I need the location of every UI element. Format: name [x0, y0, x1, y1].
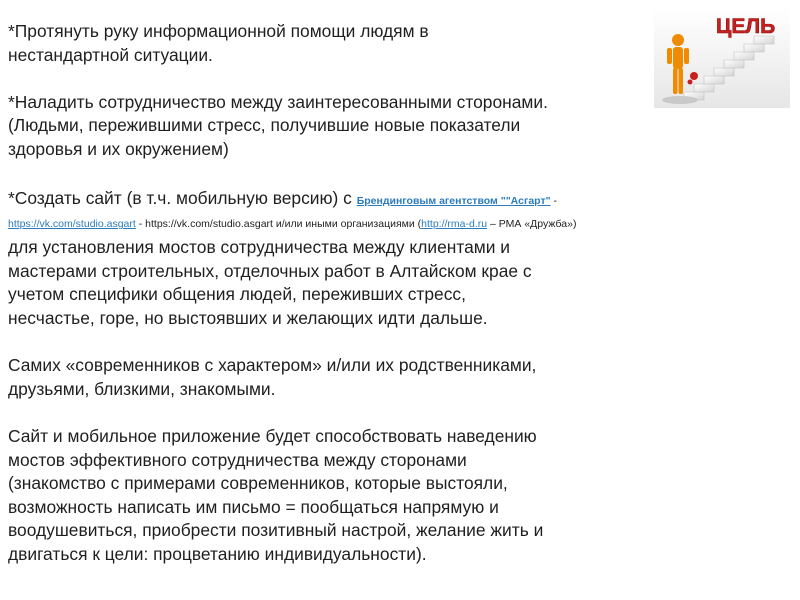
- vk-studio-link[interactable]: https://vk.com/studio.asgart: [8, 218, 136, 231]
- text-line: нестандартной ситуации.: [8, 44, 213, 65]
- url-line: [8, 215, 638, 233]
- brand-agency-link[interactable]: Брендинговым агентством ""Асгарт": [356, 195, 551, 208]
- paragraph-5: [8, 425, 638, 567]
- text-line: Самих «современников с характером» и/или их родственниками,: [8, 355, 537, 376]
- text-line: друзьями, близкими, знакомыми.: [8, 378, 276, 399]
- text-line: здоровья и их окружением): [8, 138, 229, 159]
- text-line: возможность написать им письмо = пообщаться напрямую и: [8, 496, 499, 517]
- text-fragment: - https://vk.com/studio.asgart и/или иными организациями (: [135, 218, 422, 231]
- text-line: *Наладить сотрудничество между заинтересованными сторонами.: [8, 91, 548, 112]
- main-text: [8, 20, 638, 566]
- text-fragment: – РМА «Дружба»): [487, 218, 577, 231]
- text-line: мостов эффективного сотрудничества между сторонами: [8, 449, 467, 470]
- text-line: (Людьми, пережившими стресс, получившие новые показатели: [8, 115, 521, 136]
- text-line: воодушевиться, приобрести позитивный настрой, желание жить и: [8, 520, 544, 541]
- text-line: *Протянуть руку информационной помощи людям в: [8, 21, 429, 41]
- text-line: для установления мостов сотрудничества между клиентами и: [8, 237, 511, 258]
- svg-text:ЦЕЛЬ: ЦЕЛЬ: [716, 15, 776, 38]
- paragraph-4: [8, 354, 638, 401]
- text-fragment: -: [550, 195, 557, 208]
- text-line: учетом специфики общения людей, переживших стресс,: [8, 284, 466, 305]
- paragraph-1: [8, 20, 638, 67]
- text-line: мастерами строительных, отделочных работ в Алтайском крае с: [8, 260, 532, 281]
- paragraph-3: [8, 185, 638, 330]
- text-line: двигаться к цели: процветанию индивидуальности).: [8, 543, 427, 564]
- text-line: несчастье, горе, но выстоявших и желающих идти дальше.: [8, 307, 488, 328]
- goal-stairs-icon: [654, 8, 790, 108]
- brand-line: [8, 185, 638, 215]
- text-fragment: *Создать сайт (в т.ч. мобильную версию) с: [8, 188, 357, 209]
- text-line: (знакомство с примерами современников, которые выстояли,: [8, 473, 508, 494]
- text-line: Сайт и мобильное приложение будет способствовать наведению: [8, 425, 537, 446]
- rma-link[interactable]: http://rma-d.ru: [421, 218, 488, 231]
- paragraph-2: [8, 91, 638, 162]
